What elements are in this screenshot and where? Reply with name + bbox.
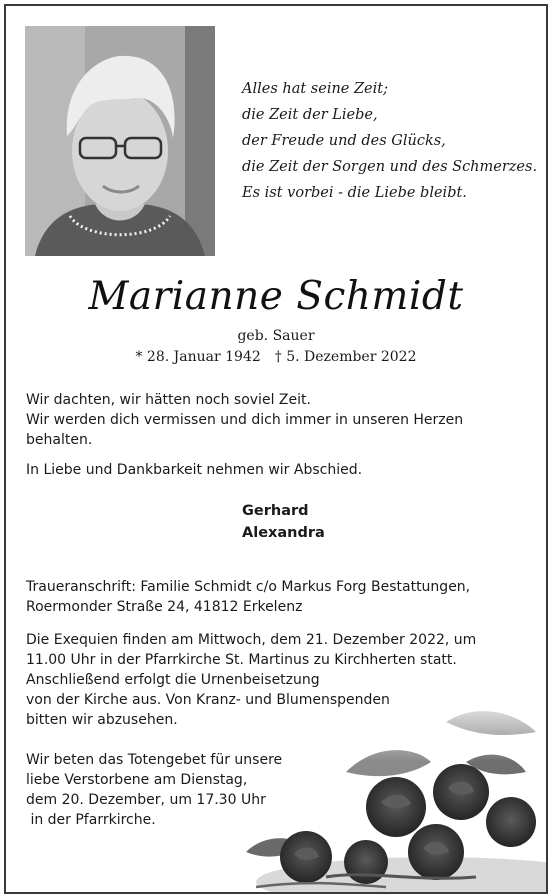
message-line: behalten. [26,432,93,448]
prayer-paragraph [26,750,526,830]
birth-name: geb. Sauer [237,328,315,344]
service-line: von der Kirche aus. Von Kranz- und Blumenspenden [26,692,390,708]
prayer-line: in der Pfarrkirche. [26,812,156,828]
signer-name: Gerhard [242,503,309,519]
portrait-photo [25,26,215,256]
death-date: † 5. Dezember 2022 [274,349,417,365]
poem-line: der Freude und des Glücks, [242,133,446,149]
address-paragraph [26,577,526,617]
deceased-name: Marianne Schmidt [88,274,464,319]
poem-line: die Zeit der Sorgen und des Schmerzes. [242,159,538,175]
poem-line: die Zeit der Liebe, [242,107,378,123]
service-line: Anschließend erfolgt die Urnenbeisetzung [26,672,320,688]
message-paragraph [26,390,526,450]
poem-line: Alles hat seine Zeit; [242,81,388,97]
message-line: Wir werden dich vermissen und dich immer in unseren Herzen [26,412,464,428]
farewell-line: In Liebe und Dankbarkeit nehmen wir Abschied. [26,462,363,478]
service-line: bitten wir abzusehen. [26,712,178,728]
poem [242,76,537,206]
service-line: 11.00 Uhr in der Pfarrkirche St. Martinus zu Kirchherten statt. [26,652,457,668]
service-paragraph [26,630,526,730]
address-line: Traueranschrift: Familie Schmidt c/o Markus Forg Bestattungen, [26,579,471,595]
message-line: Wir dachten, wir hätten noch soviel Zeit. [26,392,311,408]
farewell-paragraph [26,460,526,480]
service-line: Die Exequien finden am Mittwoch, dem 21. Dezember 2022, um [26,632,477,648]
prayer-line: Wir beten das Totengebet für unsere [26,752,283,768]
signers [242,500,325,544]
birth-date: * 28. Januar 1942 [135,349,261,365]
obituary-card [4,4,548,894]
prayer-line: liebe Verstorbene am Dienstag, [26,772,248,788]
poem-line: Es ist vorbei - die Liebe bleibt. [242,185,467,201]
prayer-line: dem 20. Dezember, um 17.30 Uhr [26,792,266,808]
address-line: Roermonder Straße 24, 41812 Erkelenz [26,599,303,615]
life-dates [6,349,546,365]
signer-name: Alexandra [242,525,325,541]
